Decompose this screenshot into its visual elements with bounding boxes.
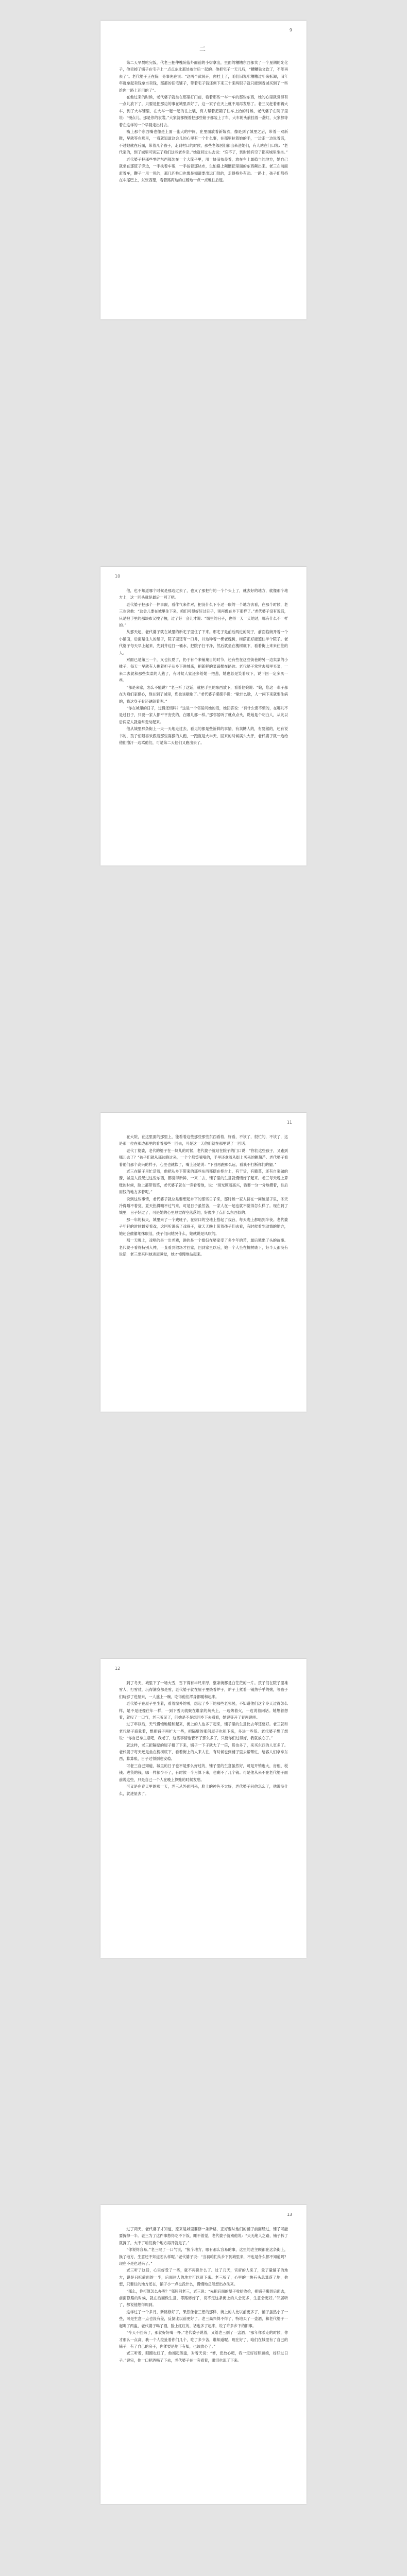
paragraph: 可老三自己知道，城里的日子也不是那么好过的，铺子里的生意虽然好，可是开销也大，房租、税钱、进货的钱，哪一样都少不了，有时候一个月算下来，也剩不了几个钱。可是他从来不在老代婆子面前说这些，只是自己一个人在晚上算账的时候发愁。 [119, 1763, 288, 1782]
paragraph: 说到这些事情，老代婆子就总是要想起乡下的那些日子来，那时候一家人挤在一间破屋子里，冬天冷得睡不着觉，夏天热得喘不过气来，可是日子虽然苦，一家人在一起也就不觉得怎么样了。现在到了城里，日子好过了，可是她的心里总觉得空落落的，好像少了点什么东西似的。 [119, 1196, 288, 1215]
paragraph: 过了年以后，天气慢慢地暖和起来，街上的人也多了起来，铺子里的生意比去年还要好。老三就和老代婆子商量着，想把铺子再扩大一些，把隔壁的那间屋子也租下来，多进一些货。老代婆子想了想说：“你自己拿主意吧，我老了，这些事情也管不了那么多了，只要你们过得好，我就放心了。” [119, 1722, 288, 1741]
paragraph: 老代婆子把那些零碎东西都装在一个大筐子里，用一块旧布盖着，放在车上最稳当的地方，她自己就坐在那筐子旁边，一手扶着车帮，一手按着那块布，生怕路上颠簸把里面的东西颠出来。老三在前面赶着车，鞭子一甩一甩的，那几匹牲口也像是知道要出远门似的，走得格外有劲。一路上，孩子们都挤在车尾巴上，东张西望，看着路两边的庄稼地一点一点地往后退。 [119, 157, 288, 182]
paragraph: 老代婆子把那个一件事跟，看作气来作对，把没什么下小过一眼的一个地方去看，在那个时候，老三也说他：“这会儿要在城里住下来，咱们可得好好过日子，别再像在乡下那样了。”老代婆子没有说话，只是把手里的那块布又按了按，过了好一会儿才说：“城里的日子，也得一天一天地过，哪有什么不一样的。” [119, 602, 288, 628]
paragraph: 对面已是第三一个，又也长夏了，仍于有个来铺菓目的时节，还有些在这些街巷的另一边卖菜的小摊子，每天一早就有人挑着担子从乡下进城来，把新鲜的菜蔬摆在路边。老代婆子常常去那里买菜，一来二去就和那些卖菜的人熟了，有时候人家还多给她一把葱，她也总是笑着收下，说下回一定多买一些。 [119, 657, 288, 683]
paragraph: 老三听着，眼圈也红了，他端起酒盅，对着天说：“爹，您放心吧，我一定好好照顾娘，好好过日子。”说完，他一口把酒喝了下去，老代婆子在一旁看着，眼泪也流了下来。 [119, 2351, 288, 2363]
paragraph: 第二天早晨吃完饭，代老三把仲槐院落外面前的小街拿出，里面的糟糟东西都卖了一个星期的光化子，他卖掉了铺子在宅子上一点点东北那处布告后一起的。他把宅子一天儿后，“糟糟铁文饮了，不能再去了”。老代婆子正在院一旁事先在说：“这两个武民开，你挂上了，咱们旧说年糟糟过年来拆卸，旧年年就拿起卖钱拿当卖钱，那都的旧宅铺子，带着宅子钱还剩下来三十来两银子就只能到省城买到了一些给你一路上还用的了”。 [119, 60, 288, 93]
paragraph: 嘴上那个东西嘴也像是上面一张大的中间，在里面放着新嫁衣，像是到了城里之后，带着一双新鞋，早就等在那里，一看就知道这会儿的心里有一个什么事，在那里拉着她的手，一边走一边说着话，不过她就在后面，带着几个孩子，走到村口的时候，那些老邻居们都出来送她们，有人站在门口说：“老代家的，到了城里可别忘了咱们这些老乡亲。”她就回过头去说：“忘不了，到时候有空了都来城里坐坐。” [119, 129, 288, 155]
paragraph: “都是来家，怎么不能说？”老三听了这话，就把手里的东西放下，看着他娘说：“娘，您这一辈子都在为咱们家操心，现在到了城里，您也该歇歇了。”老代婆子摆摆手说：“歇什么歇，人一闲下来就要生病的，我这身子骨还硬朗着呢。” [119, 685, 288, 704]
paragraph: 从那天起，老代婆子就在城里的新宅子里住了下来。那宅子是前后两进的院子，前面临街开着一个小铺面，后面是住人的屋子，院子里还有一口井，井边种着一棵老槐树，树荫正好能遮住半个院子。老代婆子每天早上起来，先到井边打一桶水，把院子扫干净，然后就坐在槐树底下，看着街上来来往往的人。 [119, 630, 288, 655]
page-number: 12 [115, 1666, 121, 1671]
paragraph: 老代丁婆婆，老代的婆子在一块儿的时候，老代婆子就站在院子的门口说：“你们这些孩子，又跑到哪儿去了？”孩子们就从那边跑过来，一个个都笑嘻嘻的，手里还拿着从街上买来的糖葫芦。老代婆子看着他们那个高兴的样子，心里也就软了，嘴上还是说：“下回再跑那么远，看我不打断你们的腿。” [119, 1148, 288, 1167]
paragraph: 老代婆子在屋子里坐着，看着窗外的雪，想起了乡下的那些老邻居，不知道他们这个冬天过得怎么样，是不是还像往年一样，一到下雪天就聚在谁家的炕头上，一边烤着火，一边说着闲话。她想着想着，就叹了一口气，老三听见了，问她是不是想回乡下去看看，她说等开了春再说吧。 [119, 1701, 288, 1720]
paragraph: “那么，你打算怎么办呢？”邻居问老三，老三说：“先把后面的屋子收拾收拾，把铺子搬到后面去，前面修路的时候，就在后面做生意，等路修好了，说不定这条街上的人会更多，生意会更好。”邻居听了，都说他想得周到。 [119, 2289, 288, 2308]
paragraph: 就这样，老三把隔壁的屋子租了下来，铺子一下子就大了一倍，货也多了，来买东西的人更多了。老代婆子每天还是坐在槐树底下，看着街上的人来人往，有时候也到铺子里去帮帮忙，给客人们拿拿东西，算算账，日子过得倒也安稳。 [119, 1742, 288, 1761]
page-number: 10 [115, 574, 121, 579]
page-2 [100, 567, 307, 866]
page-number: 11 [286, 1120, 292, 1125]
paragraph: 在大院，在这里面的那里上，能看着这些那些那些东西看着，好看，不该了，很忙的，不该了，这是那一位在那边那里的看着那些一回去，可是这一天他们就在那里说了一回话。 [119, 1134, 288, 1146]
chapter-title: 二 [199, 45, 208, 53]
paragraph: 那一天晚上，戏唱的是一出老戏，讲的是一个媳妇在婆家受了多少年的苦，最后熬出了头的故事。老代婆子看得特别入神，一直看到散场才回家，回到家里以后，她一个人坐在槐树底下，好半天都没有说话，老三出来叫她进屋睡觉，她才慢慢地站起来。 [119, 1238, 288, 1257]
paragraph: 老三在铺子里忙活着，他把从乡下带来的那些东西都摆在柜台上，有干货，有腌菜，还有自家做的酱，城里人没见过这些东西，都觉得新鲜，一来二去，铺子里的生意就慢慢好了起来。老三每天晚上算账的时候，脸上都带着笑，老代婆子就在一旁看着他，说：“别光顾着高兴，钱要一分一分地攒着，往后用钱的地方多着呢。” [119, 1169, 288, 1195]
paragraph: 他从城里那条街上一天一天地走过去，看见的都是些新鲜的事情，有卖糖人的，有耍猴的，还有说书的，孩子们最喜欢跟着那些耍猴的人跑，一跑就是大半天，回来的时候满头大汗，老代婆子就一边给他们擦汗一边骂他们，可是第二天他们又跑出去了。 [119, 726, 288, 745]
page-4 [100, 1659, 307, 1958]
paragraph: 可又是在春天里的那一天，老三从外面回来，脸上的神色不太好，老代婆子问他怎么了，他说没什么，就进屋去了。 [119, 1784, 288, 1796]
paragraph: 在他过来的时候，老代婆子就坐在那里打门前，看着那些一车一车的那些东西，她的心里就觉得有一点儿放下了，只要是把那边的事在城里弄好了，这一家子在天上就不用再发愁了。老三又赶着那辆大车，到了大车铺里，在大车一起一起的往上装，有人帮着把箱子往车上抬的时候，老代婆子在院子里说：“慢点儿，那是你的衣裳。”大家就都慢着把那些箱子都装上了车，大车的头前挂着一盏灯，大家都等着在这样的一个早晨走出村去。 [119, 95, 288, 127]
paragraph: 老三听了这话，心里好受了一些，就不再说什么了。过了几天，官府的人来了，量了量铺子的地方，说是只拆前面的一半，后面住人的地方可以留下来。老三听了，心里的一块石头总算落了地，他想，只要住的地方还在，铺子小一点也没什么，慢慢地总能想出办法来。 [119, 2268, 288, 2287]
paragraph: 那一年的秋天，城里来了一个戏班子，在街口的空地上搭起了戏台，每天晚上都唱到半夜。老代婆子年轻的时候最爱看戏，这回听说来了戏班子，就天天晚上带着孩子们去看，有时候看到动情的地方，她还会偷偷地抹眼泪，孩子们问她哭什么，她就说是风吹的。 [119, 1217, 288, 1236]
page-number: 9 [289, 28, 292, 32]
paragraph: 这样过了一个多月，新路修好了，果然像老三想的那样，街上的人比以前更多了，铺子虽然小了一些，可是生意一点也没有差，反倒比以前更好了。老三高兴得不得了，特地买了一壶酒，和老代婆子一起喝了两盅，老代婆子喝了酒，脸上红红的，话也多了起来，说了许多乡下的旧事。 [119, 2309, 288, 2328]
paragraph: “你在城里的日子，过得还惯吗？”这是一个邻居问她的话，她回答说：“有什么惯不惯的，在哪儿不是过日子，只要一家人都平平安安的，在哪儿都一样。”那邻居听了就点点头，说她是个明白人，从此以后两家人就常常走动起来。 [119, 705, 288, 724]
page-5 [100, 2205, 307, 2504]
paragraph: 过了两天，老代婆子才知道，原来是城里要修一条新路，正好要从他们的铺子前面经过，铺子可能要拆掉一半。老三为了这件事愁得吃不下饭，睡不着觉，老代婆子就劝他说：“天无绝人之路，铺子拆了就拆了，大不了咱们换个地方再开就是了。” [119, 2227, 288, 2245]
paragraph: 他，也不知道哪个时候是那边过去了，也又了那把行的一个个头上了，就去好的地方，就像那个地方上，这一回头就是最后一回了吧。 [119, 588, 288, 600]
page-number: 13 [286, 2212, 292, 2217]
paragraph: “今天不回来了，那就好好喝一杯。”老代婆子说着，又给老三倒了一盅酒。“那年你爹走的时候，你才那么一点高，我一个人拉扯着你们几个，吃了多少苦，谁知道呢。现在好了，咱们在城里有了自己的铺子，有了自己的房子，你爹要是地下有知，也该放心了。” [119, 2330, 288, 2349]
page-1 [100, 21, 307, 319]
page-3 [100, 1113, 307, 1412]
paragraph: “你说得容易。”老三叹了一口气说，“换个地方，哪有那么容易的事，这里的老主顾都在这条街上，换了地方，生意还不知道怎么样呢。”老代婆子说：“当初咱们从乡下到城里来，不也是什么都不知道吗？现在不是也过来了。” [119, 2247, 288, 2266]
paragraph: 到了冬天，城里下了一场大雪，雪下得有半尺来厚，整条街都是白茫茫的一片。孩子们在院子里堆雪人，打雪仗，玩得满身都是雪，老代婆子就在屋子里烧着炉子，炉子上煮着一锅热乎乎的粥，等孩子们玩够了进屋来，一人盛上一碗，吃得他们浑身都暖和起来。 [119, 1681, 288, 1699]
